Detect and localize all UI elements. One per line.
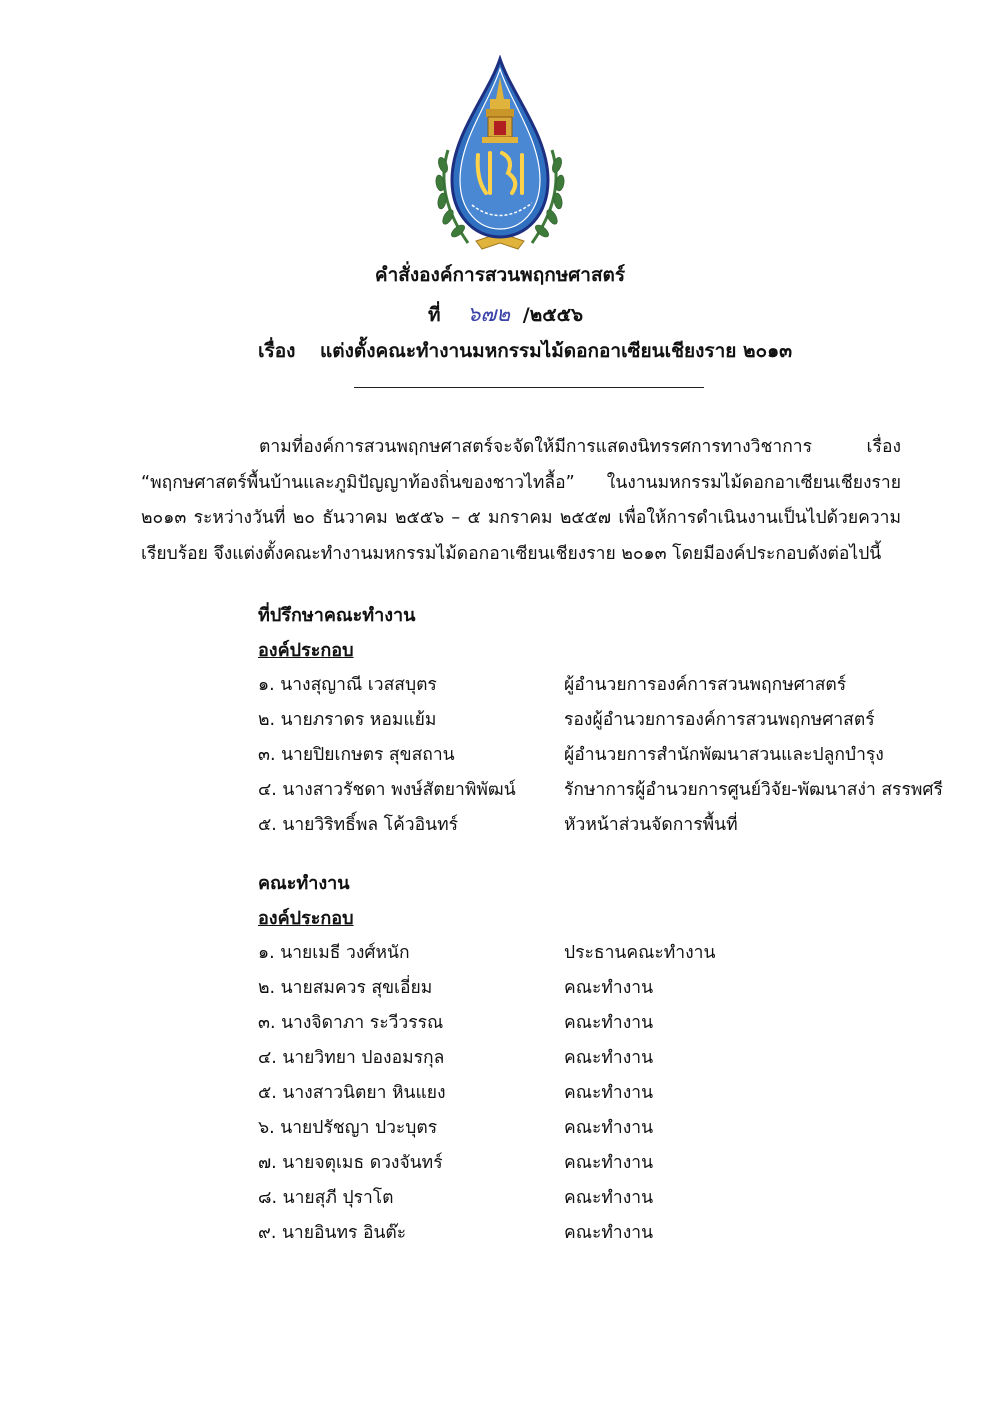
paragraph-line: “พฤกษศาสตร์พื้นบ้านและภูมิปัญญาท้องถิ่นของชาวไทลื้อ” ในงานมหกรรมไม้ดอกอาเซียนเชียงราย [141, 472, 901, 493]
member-name: ๑. นายเมธี วงศ์หนัก [258, 943, 410, 963]
member-role: คณะทำงาน [564, 1223, 654, 1243]
member-name: ๙. นายอินทร อินต๊ะ [258, 1223, 407, 1243]
member-name: ๓. นางจิดาภา ระวีวรรณ [258, 1013, 444, 1033]
member-name: ๒. นายสมควร สุขเอี่ยม [258, 978, 433, 998]
member-role: คณะทำงาน [564, 1188, 654, 1208]
member-name: ๗. นายจตุเมธ ดวงจันทร์ [258, 1153, 443, 1173]
member-name: ๔. นายวิทยา ปองอมรกุล [258, 1048, 445, 1068]
subject-text: แต่งตั้งคณะทำงานมหกรรมไม้ดอกอาเซียนเชียงราย ๒๐๑๓ [320, 340, 793, 362]
handwritten-number: ๖๗๒ [467, 302, 511, 326]
member-role: คณะทำงาน [564, 1083, 654, 1103]
member-name: ๘. นายสุภี ปุราโต [258, 1188, 394, 1208]
advisors-subheading: องค์ประกอบ [258, 640, 354, 661]
member-name: ๕. นายวิริทธิ์พล โค้วอินทร์ [258, 815, 459, 835]
member-name: ๔. นางสาวรัชดา พงษ์สัตยาพิพัฒน์ [258, 780, 516, 800]
member-role: คณะทำงาน [564, 978, 654, 998]
member-name: ๓. นายปิยเกษตร สุขสถาน [258, 745, 455, 765]
member-role: ผู้อำนวยการองค์การสวนพฤกษศาสตร์ [564, 675, 847, 695]
number-year: /๒๕๕๖ [522, 304, 584, 326]
subject-line [258, 336, 792, 366]
member-name: ๑. นางสุญาณี เวสสบุตร [258, 675, 437, 695]
body-paragraph [141, 430, 901, 572]
member-role: ผู้อำนวยการสำนักพัฒนาสวนและปลูกบำรุง [564, 745, 884, 765]
subject-label: เรื่อง [258, 340, 296, 362]
member-name: ๒. นายภราดร หอมแย้ม [258, 710, 437, 730]
number-label: ที่ [428, 304, 441, 326]
member-role: คณะทำงาน [564, 1013, 654, 1033]
divider [354, 387, 704, 388]
member-role: ประธานคณะทำงาน [564, 943, 716, 963]
member-name: ๖. นายปรัชญา ปวะบุตร [258, 1118, 438, 1138]
working-group-subheading: องค์ประกอบ [258, 908, 354, 929]
member-role: คณะทำงาน [564, 1153, 654, 1173]
member-role: คณะทำงาน [564, 1048, 654, 1068]
organization-logo [428, 55, 572, 255]
advisors-heading: ที่ปรึกษาคณะทำงาน [258, 605, 416, 626]
paragraph-line: เรียบร้อย จึงแต่งตั้งคณะทำงานมหกรรมไม้ดอกอาเซียนเชียงราย ๒๐๑๓ โดยมีองค์ประกอบดังต่อไปนี้ [141, 543, 882, 564]
member-role: รักษาการผู้อำนวยการศูนย์วิจัย-พัฒนาสง่า สรรพศรี [564, 780, 943, 800]
working-group-heading: คณะทำงาน [258, 873, 350, 894]
order-number [428, 298, 583, 331]
member-role: รองผู้อำนวยการองค์การสวนพฤกษศาสตร์ [564, 710, 875, 730]
member-name: ๕. นางสาวนิตยา หินแยง [258, 1083, 446, 1103]
document-title: คำสั่งองค์การสวนพฤกษศาสตร์ [374, 264, 626, 286]
member-role: หัวหน้าส่วนจัดการพื้นที่ [564, 815, 738, 835]
paragraph-line: ตามที่องค์การสวนพฤกษศาสตร์จะจัดให้มีการแสดงนิทรรศการทางวิชาการ เรื่อง [259, 437, 901, 457]
member-role: คณะทำงาน [564, 1118, 654, 1138]
paragraph-line: ๒๐๑๓ ระหว่างวันที่ ๒๐ ธันวาคม ๒๕๕๖ – ๕ มกราคม ๒๕๕๗ เพื่อให้การดำเนินงานเป็นไปด้วยความ [141, 508, 901, 528]
